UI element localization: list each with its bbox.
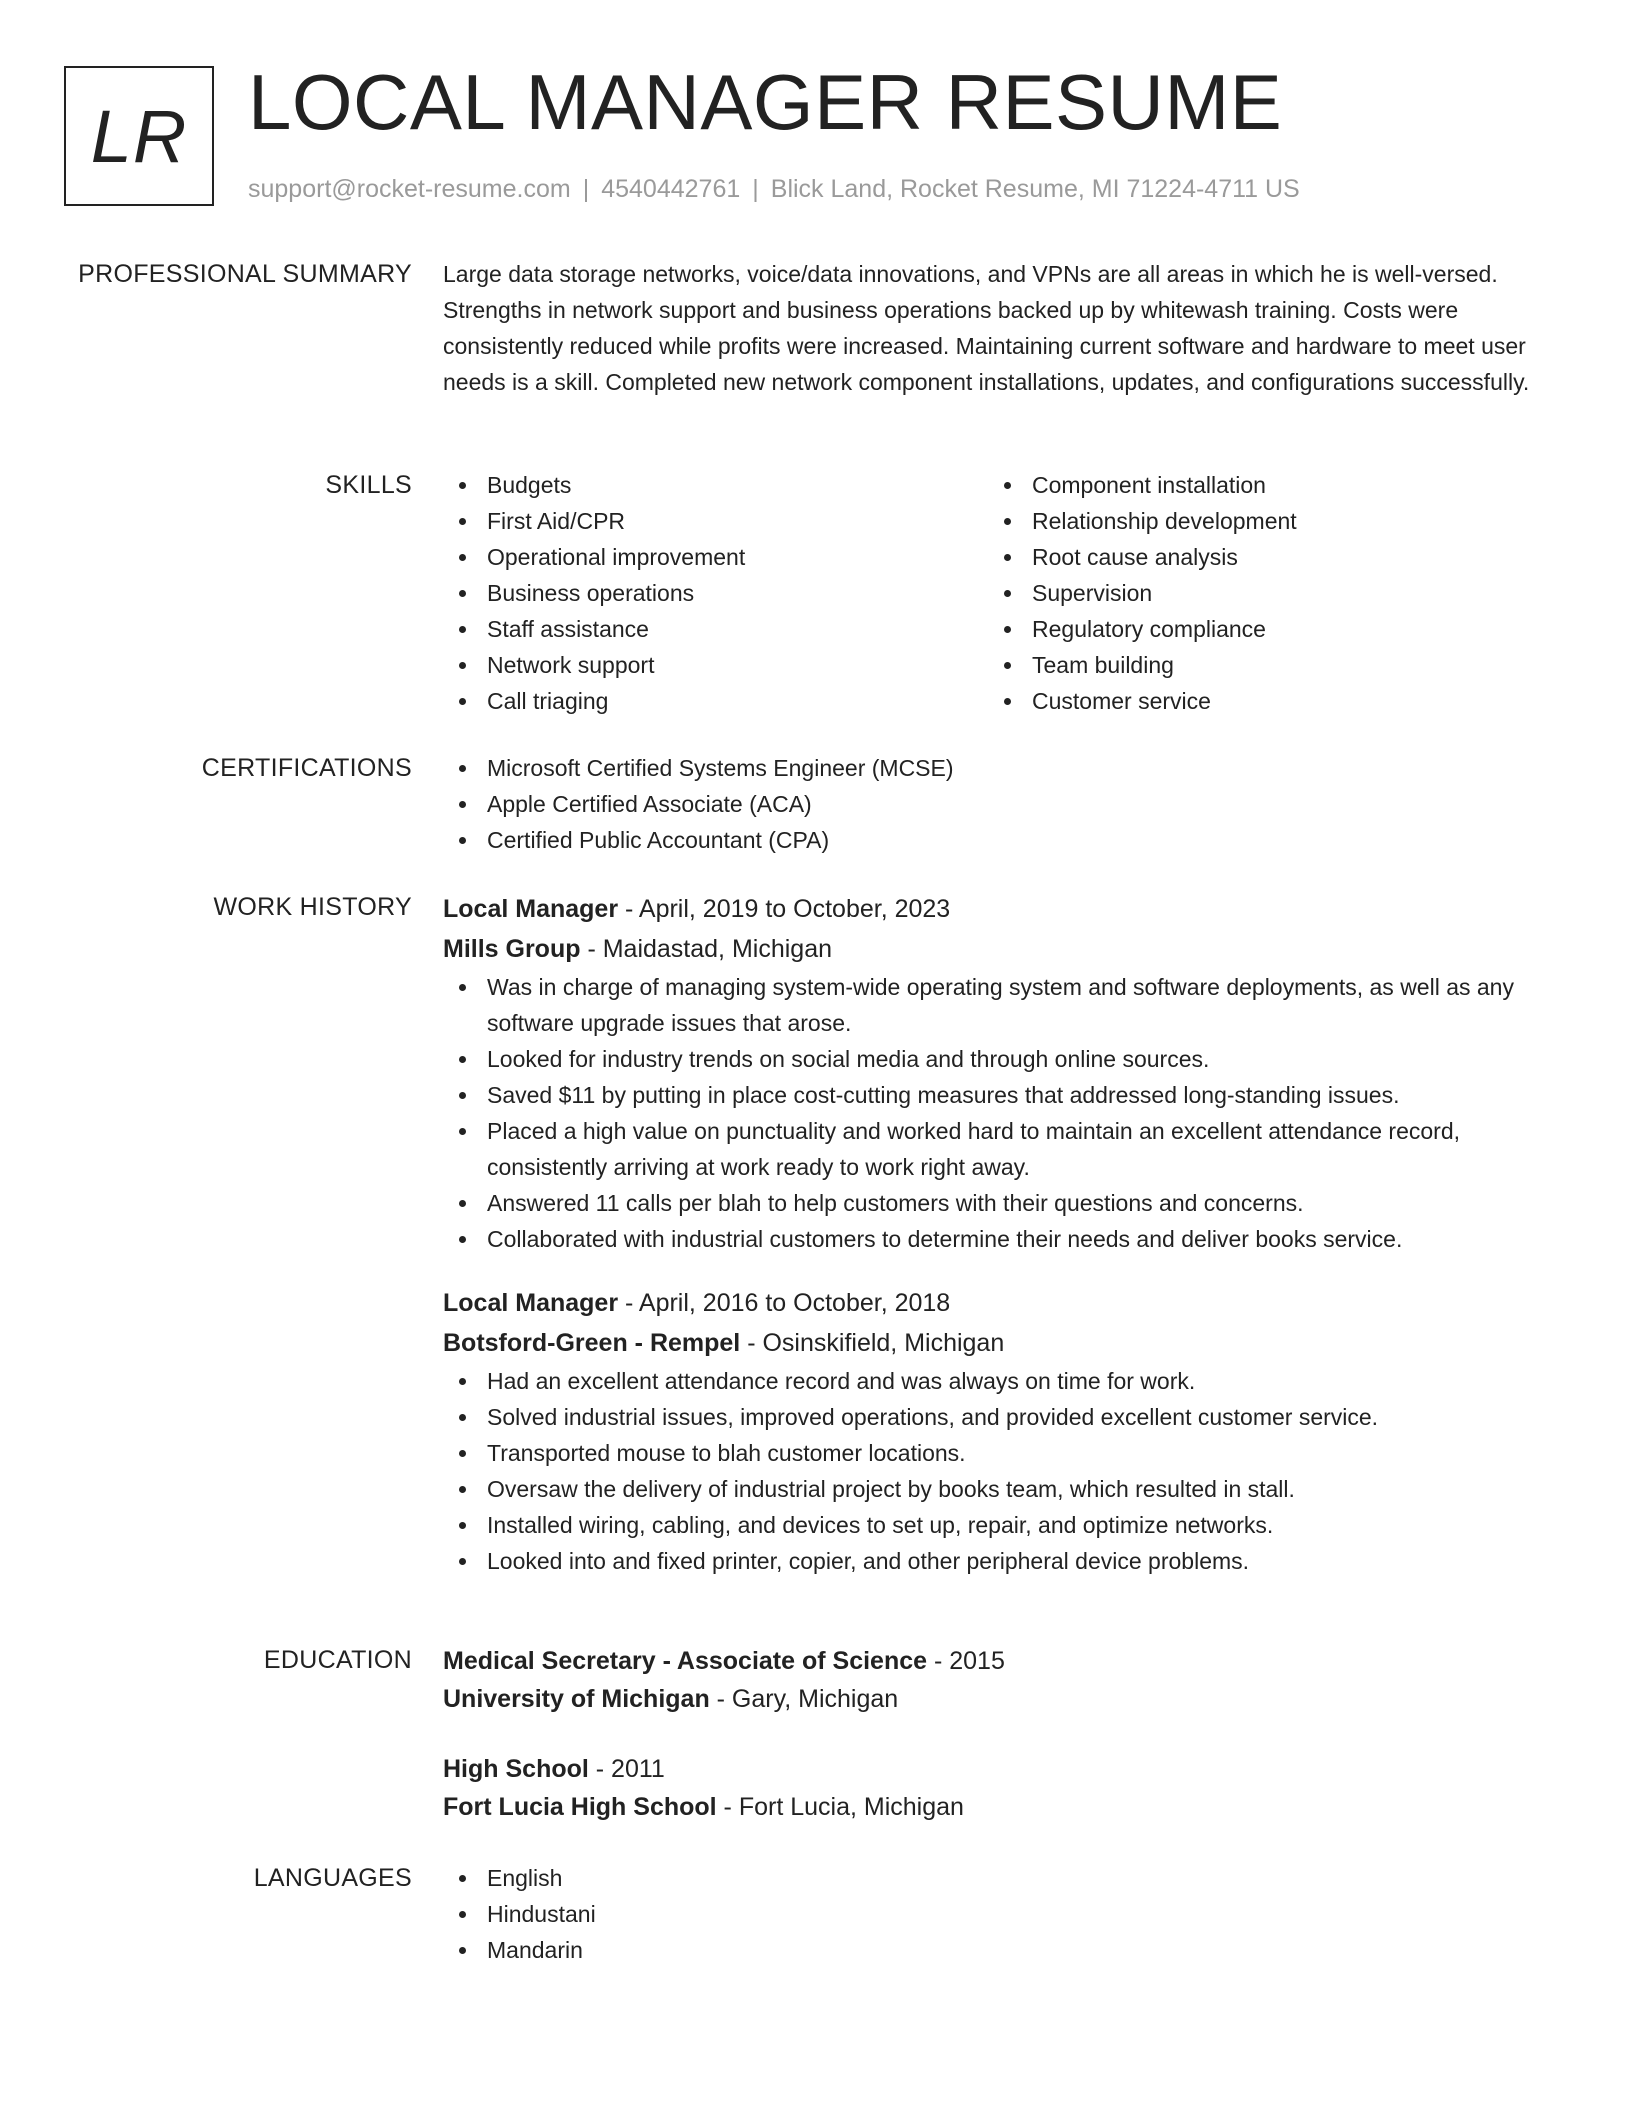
job-role: Local Manager (443, 895, 619, 923)
job-company-line (443, 929, 1543, 969)
language-item: Mandarin (443, 1932, 1543, 1968)
job-company: Mills Group (443, 935, 581, 963)
job-dates: - April, 2019 to October, 2023 (618, 895, 951, 923)
summary-text: Large data storage networks, voice/data innovations, and VPNs are all areas in which he is well-versed. Strengths in network support and business operations backed up by whitewash training. Costs were consistently reduced while profits were increased. Maintaining current software and hardware to meet user needs is a skill. Completed new network component installations, updates, and configurations successfully. (443, 261, 1530, 395)
job-bullet: Looked for industry trends on social media and through online sources. (443, 1041, 1543, 1077)
education-location: - Fort Lucia, Michigan (716, 1793, 964, 1821)
skills-list-left (443, 467, 988, 719)
job-bullet: Solved industrial issues, improved operations, and provided excellent customer service. (443, 1399, 1543, 1435)
contact-separator: | (752, 175, 759, 203)
section-title-certifications: CERTIFICATIONS (201, 754, 412, 782)
skill-item: Operational improvement (443, 539, 988, 575)
job-entry (443, 1283, 1543, 1579)
education-entry (443, 1750, 1543, 1826)
skill-item: Business operations (443, 575, 988, 611)
certification-item: Certified Public Accountant (CPA) (443, 822, 1543, 858)
section-title-skills: SKILLS (325, 471, 412, 499)
job-role: Local Manager (443, 1289, 619, 1317)
job-company-line (443, 1323, 1543, 1363)
skill-item: Customer service (988, 683, 1533, 719)
job-bullets (443, 969, 1543, 1257)
job-entry (443, 889, 1543, 1257)
skill-item: Relationship development (988, 503, 1533, 539)
skill-item: Budgets (443, 467, 988, 503)
job-bullet: Was in charge of managing system-wide operating system and software deployments, as well as any software upgrade issues that arose. (443, 969, 1543, 1041)
skill-item: Network support (443, 647, 988, 683)
education-school-line (443, 1680, 1543, 1718)
resume-title: LOCAL MANAGER RESUME (248, 58, 1283, 146)
job-location: - Osinskifield, Michigan (740, 1329, 1005, 1357)
job-bullet: Placed a high value on punctuality and worked hard to maintain an excellent attendance record, consistently arriving at work ready to work right away. (443, 1113, 1543, 1185)
education-degree-line (443, 1642, 1543, 1680)
job-role-line (443, 1283, 1543, 1323)
language-item: English (443, 1860, 1543, 1896)
job-location: - Maidastad, Michigan (580, 935, 833, 963)
education-year: - 2011 (588, 1755, 665, 1783)
certification-item: Apple Certified Associate (ACA) (443, 786, 1543, 822)
education-school: Fort Lucia High School (443, 1793, 717, 1821)
education-degree: High School (443, 1755, 589, 1783)
languages-list (443, 1860, 1543, 1968)
contact-line (248, 174, 1300, 204)
job-bullet: Answered 11 calls per blah to help customers with their questions and concerns. (443, 1185, 1543, 1221)
section-title-education: EDUCATION (263, 1646, 412, 1674)
contact-phone: 4540442761 (601, 175, 741, 203)
contact-separator: | (582, 175, 590, 203)
skill-item: Call triaging (443, 683, 988, 719)
education-school: University of Michigan (443, 1685, 710, 1713)
job-role-line (443, 889, 1543, 929)
skill-item: Team building (988, 647, 1533, 683)
education-school-line (443, 1788, 1543, 1826)
skill-item: Component installation (988, 467, 1533, 503)
certifications-list (443, 750, 1543, 858)
job-bullet: Transported mouse to blah customer locations. (443, 1435, 1543, 1471)
skills-list-right (988, 467, 1533, 719)
education-entry (443, 1642, 1543, 1718)
skill-item: First Aid/CPR (443, 503, 988, 539)
job-bullet: Had an excellent attendance record and was always on time for work. (443, 1363, 1543, 1399)
skill-item: Root cause analysis (988, 539, 1533, 575)
job-company: Botsford-Green - Rempel (443, 1329, 741, 1357)
skill-item: Supervision (988, 575, 1533, 611)
education-degree: Medical Secretary - Associate of Science (443, 1647, 928, 1675)
skill-item: Staff assistance (443, 611, 988, 647)
monogram-logo: LR (64, 66, 214, 206)
job-bullet: Collaborated with industrial customers to determine their needs and deliver books service. (443, 1221, 1543, 1257)
job-bullets (443, 1363, 1543, 1579)
job-bullet: Installed wiring, cabling, and devices to set up, repair, and optimize networks. (443, 1507, 1543, 1543)
contact-email: support@rocket-resume.com (248, 175, 571, 203)
language-item: Hindustani (443, 1896, 1543, 1932)
section-title-summary: PROFESSIONAL SUMMARY (78, 260, 412, 288)
job-bullet: Saved $11 by putting in place cost-cutting measures that addressed long-standing issues. (443, 1077, 1543, 1113)
education-degree-line (443, 1750, 1543, 1788)
education-year: - 2015 (927, 1647, 1005, 1675)
section-title-work-history: WORK HISTORY (213, 893, 412, 921)
job-bullet: Looked into and fixed printer, copier, and other peripheral device problems. (443, 1543, 1543, 1579)
certification-item: Microsoft Certified Systems Engineer (MCSE) (443, 750, 1543, 786)
skill-item: Regulatory compliance (988, 611, 1533, 647)
section-title-languages: LANGUAGES (253, 1864, 412, 1892)
job-dates: - April, 2016 to October, 2018 (618, 1289, 951, 1317)
education-location: - Gary, Michigan (709, 1685, 899, 1713)
job-bullet: Oversaw the delivery of industrial project by books team, which resulted in stall. (443, 1471, 1543, 1507)
contact-address: Blick Land, Rocket Resume, MI 71224-4711 US (770, 175, 1300, 203)
